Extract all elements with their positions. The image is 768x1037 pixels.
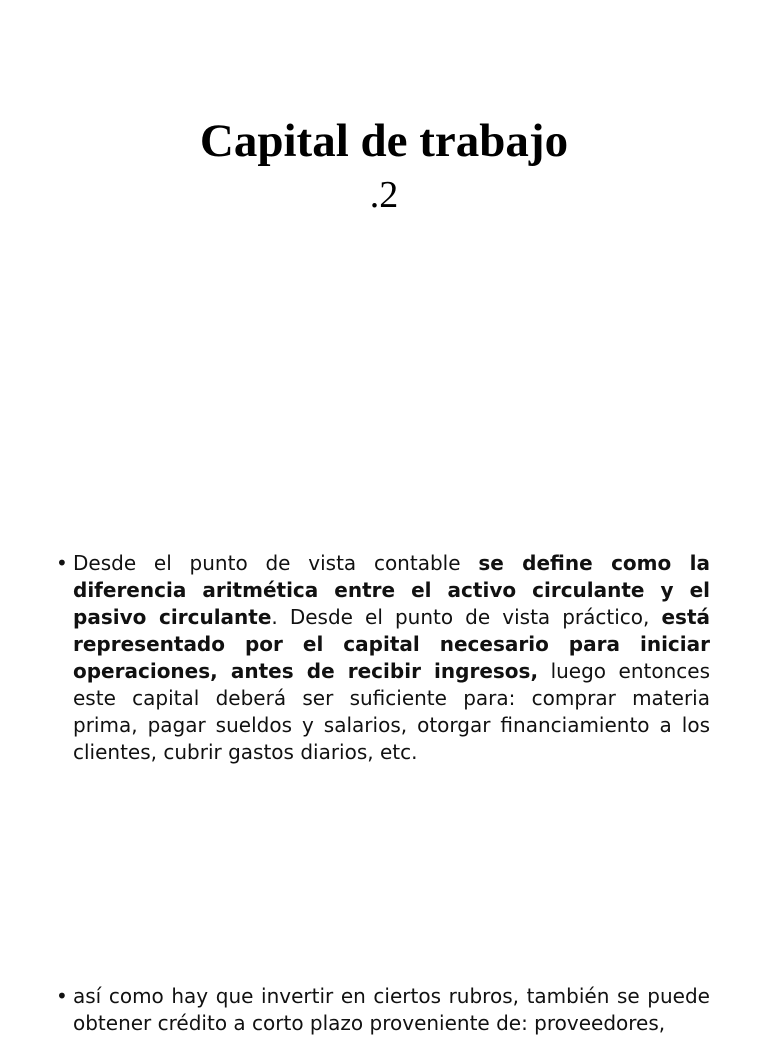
bullet-paragraph	[73, 550, 710, 766]
text-run: Desde el punto de vista contable	[73, 551, 479, 575]
bullet-marker: •	[56, 984, 68, 1008]
text-run: luego entonces este capital deberá ser suficiente para: comprar materia prima, pagar sueldos y salarios, otorgar financiamiento a los clientes, cubrir gastos diarios, etc.	[73, 659, 711, 764]
bullet-paragraph	[73, 983, 710, 1037]
slide-title: Capital de trabajo	[199, 115, 569, 167]
text-run: así como hay que invertir en ciertos rubros, también se puede obtener crédito a corto plazo proveniente de: proveedores,	[73, 984, 710, 1035]
bold-text-run: se define como la diferencia aritmética entre el activo circulante y el pasivo circulante	[73, 551, 710, 629]
text-run: . Desde el punto de vista práctico,	[271, 605, 662, 629]
bold-text-run: está representado por el capital necesario para iniciar operaciones, antes de recibir ingresos,	[73, 605, 710, 683]
bullet-item	[56, 550, 710, 766]
slide-number: .2	[369, 174, 399, 216]
bullet-marker: •	[56, 551, 68, 575]
bullet-item	[56, 983, 710, 1037]
